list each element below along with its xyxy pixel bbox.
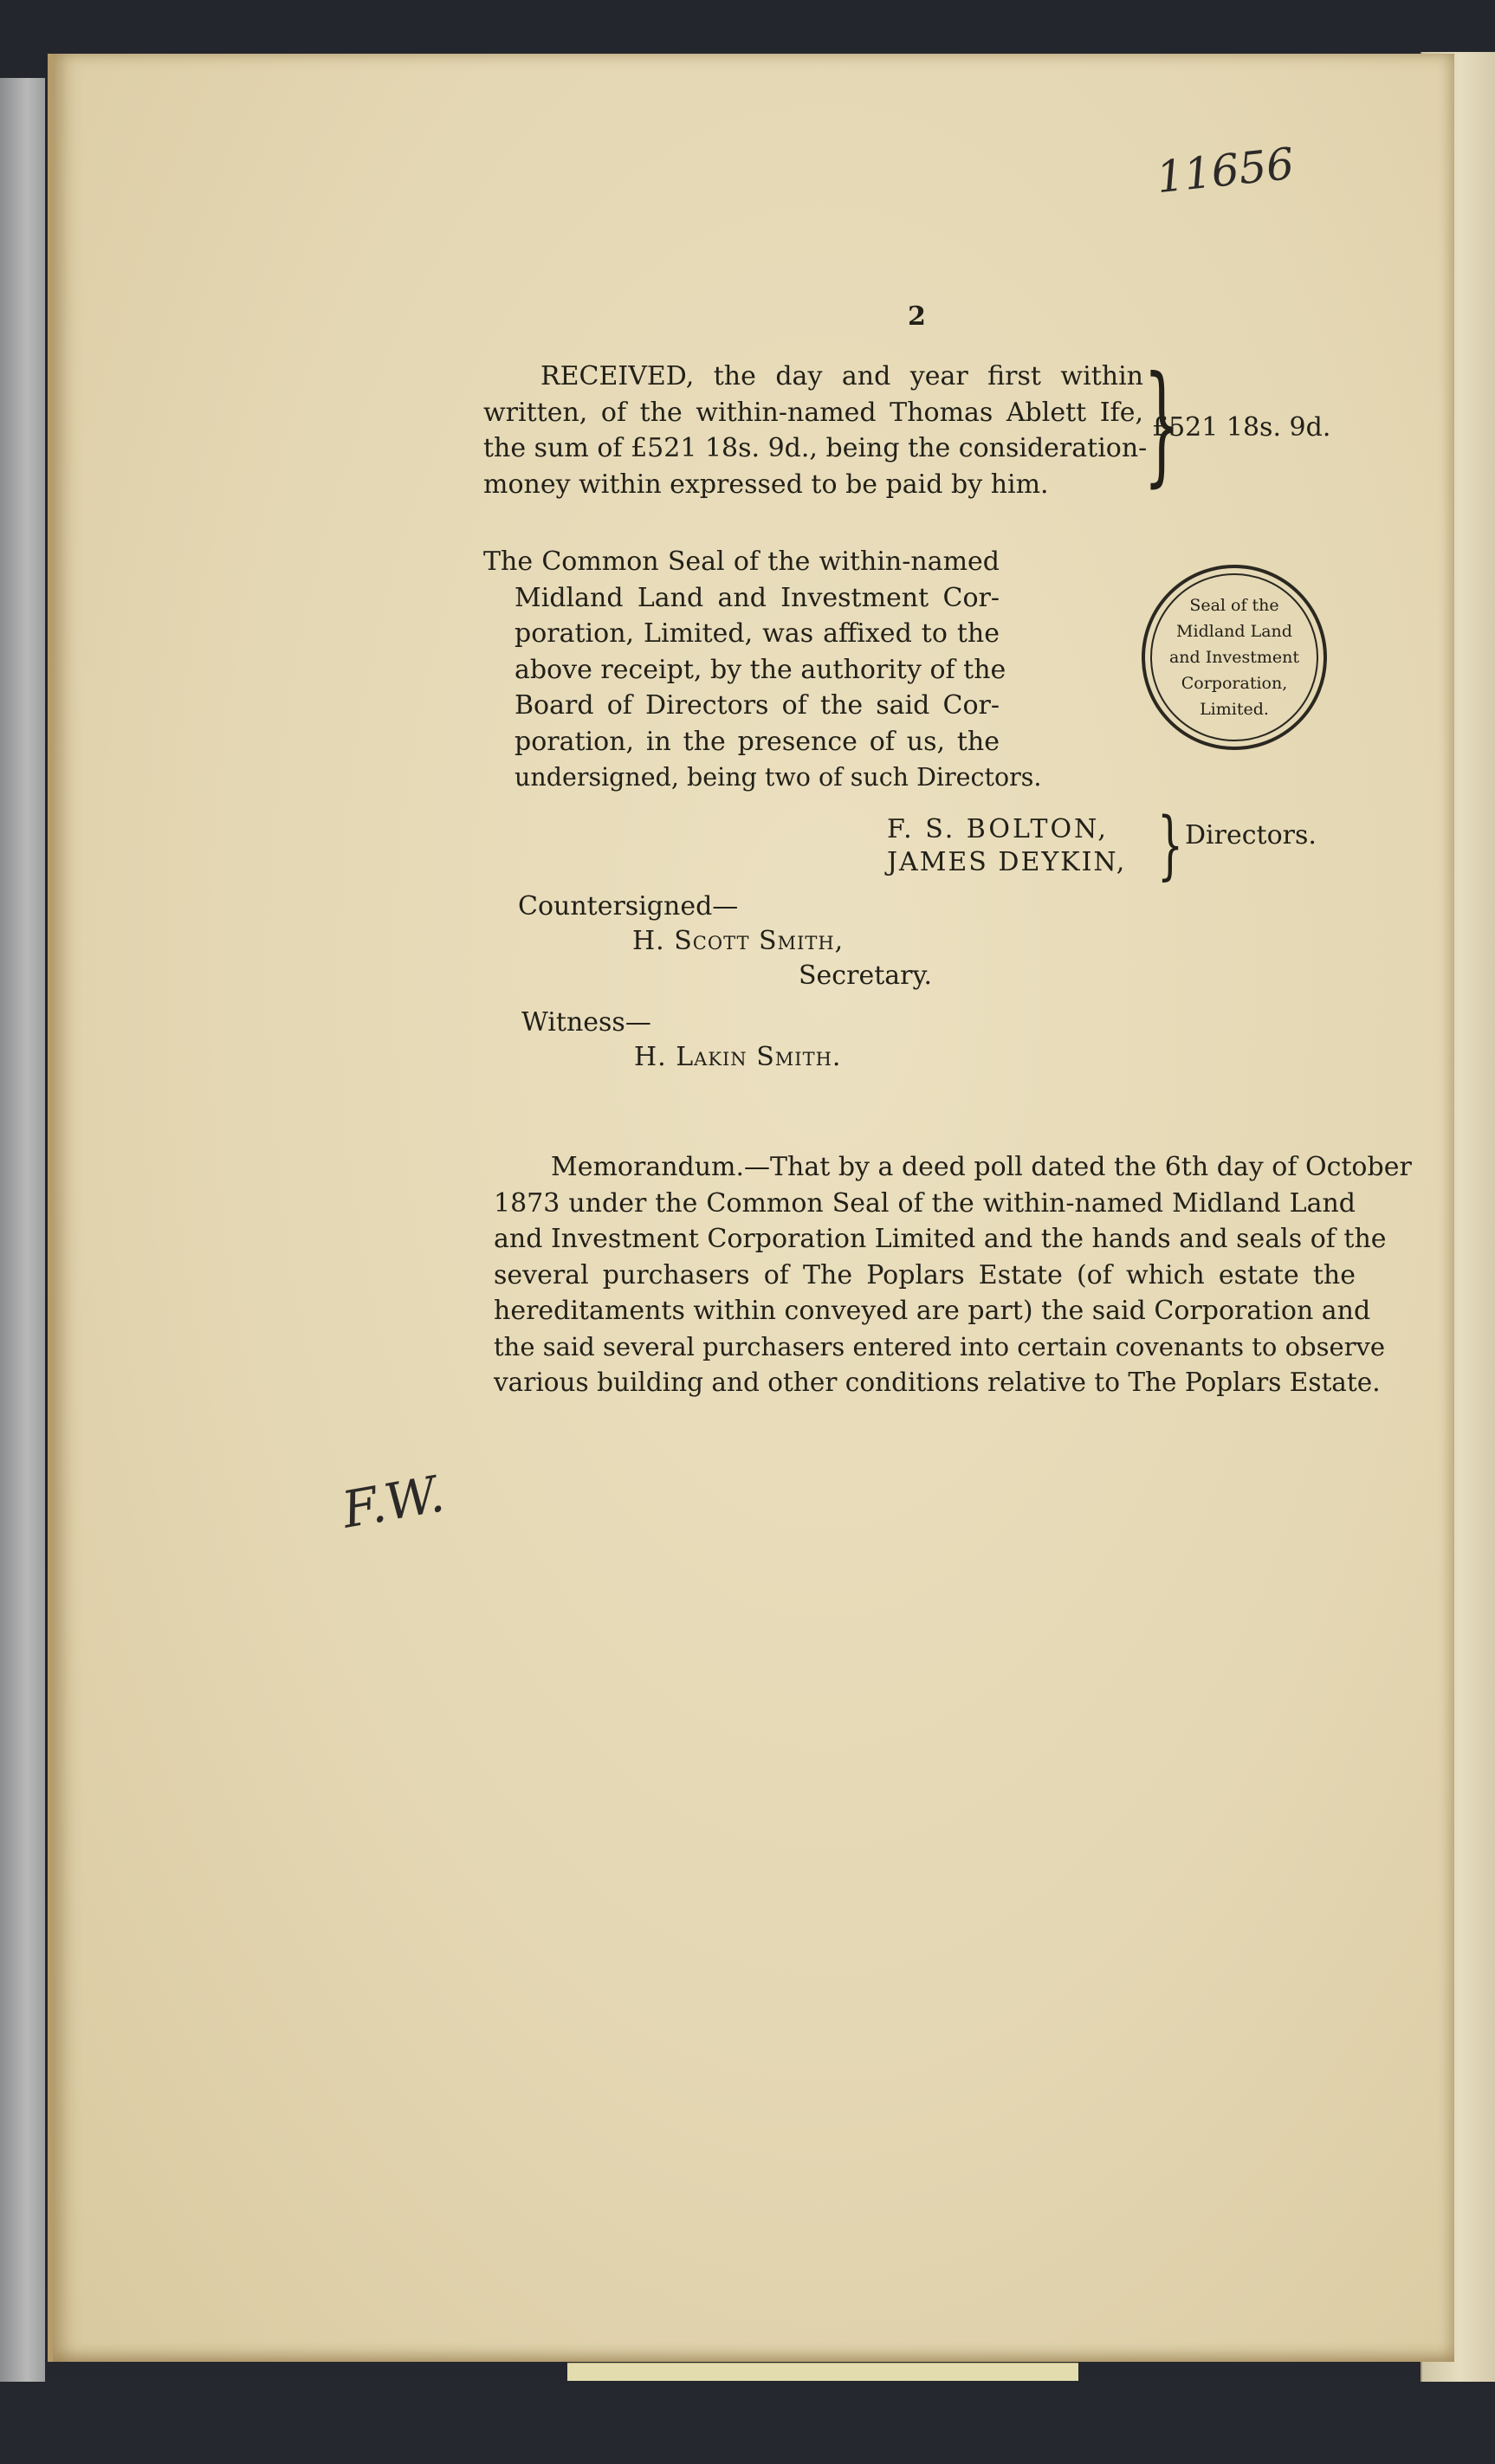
memorandum-line: hereditaments within conveyed are part) the said Corporation and: [494, 1296, 1371, 1326]
seal-clause-line: The Common Seal of the within-named: [483, 546, 1000, 577]
seal-clause-line: Midland Land and Investment Cor-: [515, 582, 1000, 613]
memorandum-line: the said several purchasers entered into certain covenants to observe: [494, 1331, 1386, 1361]
seal-text: Seal of the Midland Land and Investment Corporation, Limited.: [1168, 596, 1299, 719]
memorandum-text: [494, 1149, 1412, 1401]
binding-edge: [0, 78, 45, 2382]
seal-clause-text: [483, 544, 1042, 796]
seal-clause-line: undersigned, being two of such Directors.: [515, 763, 1042, 792]
receipt-line: the sum of £521 18s. 9d., being the consideration-: [483, 433, 1148, 463]
handwritten-initials: F.W.: [337, 1464, 449, 1540]
memorandum-line: and Investment Corporation Limited and the hands and seals of the: [494, 1224, 1387, 1254]
receipt-line: written, of the within-named Thomas Ablett Ife,: [483, 397, 1143, 428]
witness-label: Witness—: [521, 1007, 651, 1038]
director-name: F. S. BOLTON,: [887, 814, 1109, 844]
countersigned-label: Countersigned—: [518, 891, 739, 922]
corporate-seal: [1142, 565, 1327, 750]
page-number: 2: [908, 301, 926, 332]
directors-label: Directors.: [1185, 820, 1317, 850]
receipt-line: money within expressed to be paid by him.: [483, 469, 1049, 500]
witness-name: H. Lakin Smith.: [634, 1042, 842, 1072]
memorandum-line: various building and other conditions relative to The Poplars Estate.: [494, 1368, 1381, 1397]
seal-clause-line: poration, in the presence of us, the: [515, 726, 1000, 757]
memorandum-line: 1873 under the Common Seal of the within-named Midland Land: [494, 1187, 1356, 1219]
secretary-title: Secretary.: [799, 960, 932, 991]
page-tab: [567, 2363, 1078, 2381]
receipt-brace: }: [1143, 349, 1181, 500]
seal-clause-line: Board of Directors of the said Cor-: [515, 690, 1000, 721]
seal-clause-line: above receipt, by the authority of the: [515, 654, 1006, 685]
memorandum-line: several purchasers of The Poplars Estate (of which estate the: [494, 1259, 1356, 1290]
receipt-amount: £521 18s. 9d.: [1152, 412, 1331, 443]
archive-number: 11656: [1154, 138, 1297, 204]
directors-brace: }: [1157, 802, 1184, 889]
receipt-text: [483, 359, 1148, 502]
director-name: JAMES DEYKIN,: [887, 847, 1127, 877]
receipt-line: RECEIVED, the day and year first within: [540, 361, 1143, 391]
seal-clause-line: poration, Limited, was affixed to the: [515, 618, 1000, 649]
memorandum-line: Memorandum.—That by a deed poll dated the 6th day of October: [551, 1152, 1412, 1182]
secretary-name: H. Scott Smith,: [632, 926, 845, 956]
